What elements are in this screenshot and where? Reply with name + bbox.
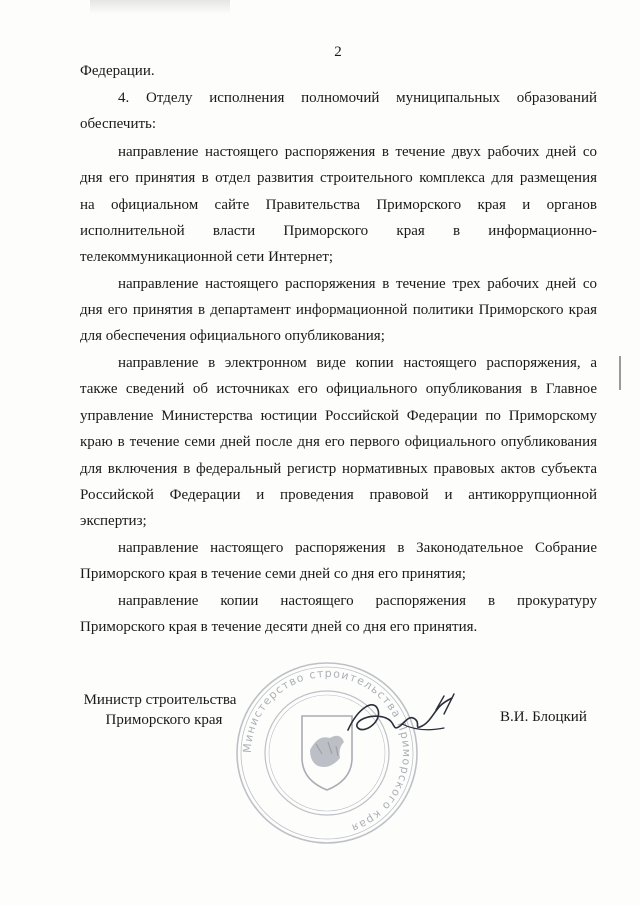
text-line: телекоммуникационной сети Интернет; [80,249,334,265]
text-line: также сведений об источниках его официального опубликования в Главное [80,381,597,397]
seal-text: Министерство строительства Приморского края [240,666,414,835]
signatory-name: В.И. Блоцкий [500,709,587,725]
text-line: дня его принятия в отдел развития строительного комплекса для размещения [80,170,597,186]
text-line: исполнительной власти Приморского края в информационно- [80,223,597,239]
text-line: направление копии настоящего распоряжения в прокуратуру [118,593,597,609]
page-number: 2 [334,44,342,60]
text-line: управление Министерства юстиции Российской Федерации по Приморскому [80,408,597,424]
signatory-position-line: Приморского края [105,712,223,728]
text-line: направление настоящего распоряжения в течение двух рабочих дней со [118,144,597,160]
text-line: для обеспечения официального опубликования; [80,328,385,344]
text-line: дня его принятия в департамент информационной политики Приморского края [80,302,597,318]
scan-artifact [619,356,621,390]
text-line: Российской Федерации и проведения правовой и антикоррупционной [80,487,597,503]
handwritten-signature [340,688,470,748]
official-seal [232,658,422,848]
text-line: Федерации. [80,63,155,79]
text-line: обеспечить: [80,116,157,132]
text-line: направление настоящего распоряжения в течение трех рабочих дней со [118,276,597,292]
signatory-position [80,690,240,730]
text-line: направление в электронном виде копии настоящего распоряжения, а [118,355,597,371]
text-line: 4. Отделу исполнения полномочий муниципальных образований [118,90,597,106]
text-line: Приморского края в течение семи дней со дня его принятия; [80,566,466,582]
text-line: Приморского края в течение десяти дней со дня его принятия. [80,619,478,635]
text-line: краю в течение семи дней после дня его первого официального опубликования [80,434,597,450]
signatory-position-line: Министр строительства [83,692,237,708]
text-line: для включения в федеральный регистр нормативных правовых актов субъекта [80,461,597,477]
text-line: на официальном сайте Правительства Приморского края и органов [80,197,597,213]
scan-shadow [90,0,230,14]
text-line: экспертиз; [80,513,147,529]
text-line: направление настоящего распоряжения в Законодательное Собрание [118,540,597,556]
